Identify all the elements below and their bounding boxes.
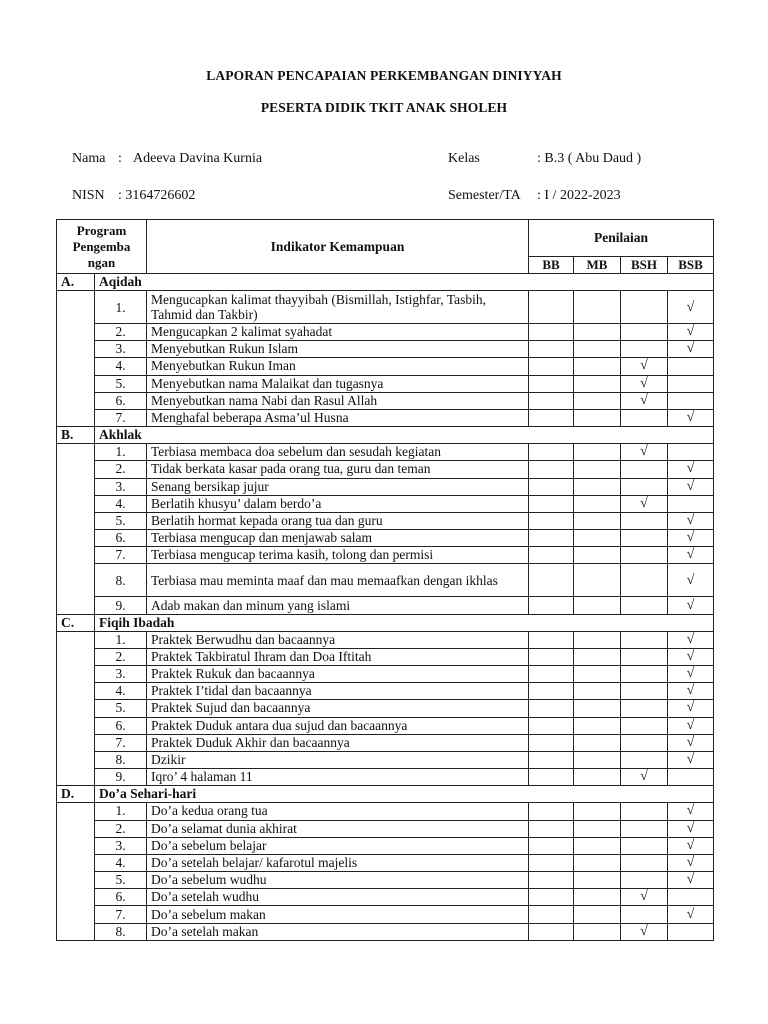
check-mark-icon: √ — [668, 547, 714, 564]
score-cell-bb — [529, 547, 574, 564]
score-cell-bsh — [621, 512, 668, 529]
header-level-mb: MB — [574, 257, 621, 274]
score-cell-mb — [574, 803, 621, 820]
indicator-number: 2. — [95, 648, 147, 665]
indicator-number: 5. — [95, 375, 147, 392]
score-cell-bb — [529, 734, 574, 751]
score-cell-bb — [529, 461, 574, 478]
indicator-number: 1. — [95, 803, 147, 820]
section-spacer-cell — [57, 444, 95, 615]
indicator-text: Menyebutkan Rukun Islam — [147, 341, 529, 358]
section-letter: D. — [57, 786, 95, 803]
score-cell-mb — [574, 734, 621, 751]
score-cell-bb — [529, 683, 574, 700]
indicator-row — [57, 837, 714, 854]
indicator-text: Senang bersikap jujur — [147, 478, 529, 495]
section-letter: A. — [57, 274, 95, 291]
score-cell-mb — [574, 889, 621, 906]
indicator-number: 4. — [95, 495, 147, 512]
score-cell-bsh — [621, 530, 668, 547]
header-level-bb: BB — [529, 257, 574, 274]
section-row — [57, 614, 714, 631]
indicator-number: 3. — [95, 341, 147, 358]
check-mark-icon: √ — [668, 648, 714, 665]
check-mark-icon: √ — [621, 889, 668, 906]
indicator-text: Menyebutkan Rukun Iman — [147, 358, 529, 375]
section-name: Do’a Sehari-hari — [95, 786, 714, 803]
check-mark-icon: √ — [668, 751, 714, 768]
indicator-text: Berlatih khusyu’ dalam berdo’a — [147, 495, 529, 512]
header-program: Program Pengemba ngan — [57, 220, 147, 274]
indicator-text: Terbiasa mengucap dan menjawab salam — [147, 530, 529, 547]
check-mark-icon: √ — [668, 512, 714, 529]
indicator-number: 5. — [95, 700, 147, 717]
score-cell-bsh — [621, 648, 668, 665]
indicator-row — [57, 478, 714, 495]
score-cell-bb — [529, 803, 574, 820]
score-cell-mb — [574, 666, 621, 683]
semester-label: Semester/TA — [448, 188, 521, 203]
indicator-number: 6. — [95, 392, 147, 409]
section-name: Akhlak — [95, 427, 714, 444]
score-cell-mb — [574, 461, 621, 478]
score-cell-mb — [574, 547, 621, 564]
indicator-number: 2. — [95, 820, 147, 837]
check-mark-icon: √ — [668, 854, 714, 871]
score-cell-bb — [529, 495, 574, 512]
indicator-row — [57, 666, 714, 683]
indicator-number: 1. — [95, 631, 147, 648]
check-mark-icon: √ — [668, 564, 714, 597]
section-letter: C. — [57, 614, 95, 631]
indicator-number: 1. — [95, 291, 147, 324]
indicator-text: Praktek Duduk antara dua sujud dan bacaannya — [147, 717, 529, 734]
indicator-row — [57, 461, 714, 478]
indicator-number: 7. — [95, 409, 147, 426]
indicator-row — [57, 717, 714, 734]
indicator-row — [57, 375, 714, 392]
check-mark-icon: √ — [668, 734, 714, 751]
score-cell-mb — [574, 854, 621, 871]
score-cell-bb — [529, 375, 574, 392]
indicator-number: 3. — [95, 666, 147, 683]
semester-value: : I / 2022-2023 — [537, 188, 621, 203]
indicator-number: 8. — [95, 564, 147, 597]
score-cell-bsb — [668, 392, 714, 409]
score-cell-mb — [574, 820, 621, 837]
indicator-text: Mengucapkan kalimat thayyibah (Bismillah, Istighfar, Tasbih, Tahmid dan Takbir) — [147, 291, 529, 324]
indicator-text: Praktek Sujud dan bacaannya — [147, 700, 529, 717]
score-cell-mb — [574, 409, 621, 426]
check-mark-icon: √ — [668, 478, 714, 495]
score-cell-mb — [574, 837, 621, 854]
score-cell-mb — [574, 495, 621, 512]
indicator-row — [57, 648, 714, 665]
score-cell-bsh — [621, 478, 668, 495]
section-name: Aqidah — [95, 274, 714, 291]
indicator-row — [57, 597, 714, 614]
indicator-row — [57, 564, 714, 597]
indicator-text: Do’a setelah makan — [147, 923, 529, 940]
report-title: LAPORAN PENCAPAIAN PERKEMBANGAN DINIYYAH — [206, 68, 562, 83]
score-cell-mb — [574, 923, 621, 940]
score-cell-mb — [574, 872, 621, 889]
indicator-text: Berlatih hormat kepada orang tua dan guru — [147, 512, 529, 529]
score-cell-bsb — [668, 358, 714, 375]
score-cell-bsh — [621, 547, 668, 564]
score-cell-bb — [529, 341, 574, 358]
indicator-text: Adab makan dan minum yang islami — [147, 597, 529, 614]
indicator-text: Mengucapkan 2 kalimat syahadat — [147, 324, 529, 341]
score-cell-bb — [529, 751, 574, 768]
score-cell-mb — [574, 769, 621, 786]
indicator-row — [57, 358, 714, 375]
indicator-text: Praktek Rukuk dan bacaannya — [147, 666, 529, 683]
indicator-row — [57, 906, 714, 923]
indicator-number: 3. — [95, 478, 147, 495]
indicator-row — [57, 803, 714, 820]
score-cell-bb — [529, 889, 574, 906]
check-mark-icon: √ — [621, 923, 668, 940]
indicator-text: Menyebutkan nama Malaikat dan tugasnya — [147, 375, 529, 392]
indicator-number: 9. — [95, 597, 147, 614]
indicator-row — [57, 734, 714, 751]
score-cell-mb — [574, 700, 621, 717]
score-cell-bsh — [621, 700, 668, 717]
indicator-text: Praktek Takbiratul Ihram dan Doa Iftitah — [147, 648, 529, 665]
indicator-row — [57, 444, 714, 461]
indicator-text: Do’a sebelum makan — [147, 906, 529, 923]
score-cell-bb — [529, 358, 574, 375]
score-cell-mb — [574, 478, 621, 495]
score-cell-mb — [574, 906, 621, 923]
indicator-number: 7. — [95, 734, 147, 751]
section-row — [57, 274, 714, 291]
score-cell-bb — [529, 717, 574, 734]
indicator-number: 7. — [95, 906, 147, 923]
indicator-row — [57, 700, 714, 717]
kelas-value: : B.3 ( Abu Daud ) — [537, 151, 642, 166]
kelas-label: Kelas — [448, 151, 480, 166]
indicator-row — [57, 547, 714, 564]
nisn-value: : 3164726602 — [118, 188, 196, 203]
check-mark-icon: √ — [668, 324, 714, 341]
score-cell-bb — [529, 666, 574, 683]
indicator-text: Terbiasa mengucap terima kasih, tolong dan permisi — [147, 547, 529, 564]
score-cell-bsh — [621, 854, 668, 871]
section-row — [57, 786, 714, 803]
header-penilaian: Penilaian — [529, 220, 714, 257]
indicator-text: Do’a sebelum belajar — [147, 837, 529, 854]
score-cell-bb — [529, 324, 574, 341]
indicator-row — [57, 631, 714, 648]
indicator-text: Do’a kedua orang tua — [147, 803, 529, 820]
score-cell-bsh — [621, 291, 668, 324]
score-cell-bsh — [621, 837, 668, 854]
score-cell-bb — [529, 444, 574, 461]
indicator-number: 6. — [95, 717, 147, 734]
indicator-number: 5. — [95, 512, 147, 529]
indicator-row — [57, 820, 714, 837]
score-cell-bb — [529, 530, 574, 547]
score-cell-bsh — [621, 324, 668, 341]
score-cell-bb — [529, 872, 574, 889]
header-level-bsb: BSB — [668, 257, 714, 274]
check-mark-icon: √ — [668, 803, 714, 820]
check-mark-icon: √ — [668, 717, 714, 734]
score-cell-bsh — [621, 717, 668, 734]
check-mark-icon: √ — [621, 495, 668, 512]
score-cell-bb — [529, 700, 574, 717]
score-cell-mb — [574, 530, 621, 547]
score-cell-mb — [574, 717, 621, 734]
indicator-text: Menyebutkan nama Nabi dan Rasul Allah — [147, 392, 529, 409]
score-cell-bb — [529, 854, 574, 871]
header-indikator: Indikator Kemampuan — [147, 220, 529, 274]
score-cell-bsh — [621, 461, 668, 478]
check-mark-icon: √ — [668, 341, 714, 358]
score-cell-bsh — [621, 597, 668, 614]
score-cell-bb — [529, 820, 574, 837]
score-cell-bsh — [621, 872, 668, 889]
score-cell-mb — [574, 375, 621, 392]
section-spacer-cell — [57, 803, 95, 941]
score-cell-bsh — [621, 803, 668, 820]
section-spacer-cell — [57, 291, 95, 427]
indicator-number: 6. — [95, 889, 147, 906]
check-mark-icon: √ — [668, 409, 714, 426]
indicator-number: 3. — [95, 837, 147, 854]
indicator-row — [57, 324, 714, 341]
score-cell-bb — [529, 906, 574, 923]
check-mark-icon: √ — [668, 666, 714, 683]
indicator-row — [57, 291, 714, 324]
assessment-body — [57, 274, 714, 941]
indicator-row — [57, 683, 714, 700]
indicator-row — [57, 341, 714, 358]
indicator-number: 8. — [95, 751, 147, 768]
score-cell-bsh — [621, 906, 668, 923]
score-cell-bb — [529, 923, 574, 940]
check-mark-icon: √ — [621, 392, 668, 409]
indicator-text: Iqro’ 4 halaman 11 — [147, 769, 529, 786]
indicator-text: Dzikir — [147, 751, 529, 768]
assessment-table — [56, 219, 714, 941]
check-mark-icon: √ — [668, 906, 714, 923]
score-cell-bsb — [668, 889, 714, 906]
indicator-number: 8. — [95, 923, 147, 940]
indicator-row — [57, 889, 714, 906]
score-cell-mb — [574, 358, 621, 375]
check-mark-icon: √ — [621, 769, 668, 786]
check-mark-icon: √ — [668, 700, 714, 717]
indicator-number: 4. — [95, 683, 147, 700]
score-cell-bb — [529, 597, 574, 614]
indicator-number: 9. — [95, 769, 147, 786]
nama-value: Adeeva Davina Kurnia — [133, 151, 263, 166]
nama-label: Nama — [72, 151, 106, 166]
check-mark-icon: √ — [621, 375, 668, 392]
header-level-bsh: BSH — [621, 257, 668, 274]
score-cell-bb — [529, 837, 574, 854]
indicator-row — [57, 530, 714, 547]
indicator-row — [57, 495, 714, 512]
check-mark-icon: √ — [668, 683, 714, 700]
indicator-row — [57, 512, 714, 529]
score-cell-mb — [574, 444, 621, 461]
score-cell-mb — [574, 597, 621, 614]
indicator-text: Do’a setelah wudhu — [147, 889, 529, 906]
score-cell-mb — [574, 648, 621, 665]
score-cell-bsb — [668, 444, 714, 461]
indicator-number: 7. — [95, 547, 147, 564]
check-mark-icon: √ — [621, 358, 668, 375]
score-cell-bsh — [621, 341, 668, 358]
score-cell-mb — [574, 631, 621, 648]
score-cell-bsh — [621, 820, 668, 837]
indicator-number: 1. — [95, 444, 147, 461]
indicator-number: 4. — [95, 358, 147, 375]
section-name: Fiqih Ibadah — [95, 614, 714, 631]
score-cell-mb — [574, 683, 621, 700]
score-cell-mb — [574, 324, 621, 341]
score-cell-bsh — [621, 683, 668, 700]
section-spacer-cell — [57, 631, 95, 786]
indicator-text: Praktek I’tidal dan bacaannya — [147, 683, 529, 700]
score-cell-bsh — [621, 564, 668, 597]
score-cell-mb — [574, 341, 621, 358]
score-cell-bb — [529, 478, 574, 495]
check-mark-icon: √ — [668, 631, 714, 648]
check-mark-icon: √ — [668, 291, 714, 324]
score-cell-bb — [529, 648, 574, 665]
score-cell-bsh — [621, 666, 668, 683]
score-cell-mb — [574, 751, 621, 768]
indicator-number: 6. — [95, 530, 147, 547]
indicator-text: Do’a setelah belajar/ kafarotul majelis — [147, 854, 529, 871]
score-cell-bsb — [668, 375, 714, 392]
score-cell-bb — [529, 564, 574, 597]
indicator-text: Praktek Duduk Akhir dan bacaannya — [147, 734, 529, 751]
score-cell-bsh — [621, 409, 668, 426]
check-mark-icon: √ — [668, 597, 714, 614]
indicator-row — [57, 769, 714, 786]
score-cell-bsb — [668, 923, 714, 940]
score-cell-bsh — [621, 751, 668, 768]
score-cell-bb — [529, 409, 574, 426]
score-cell-bb — [529, 631, 574, 648]
score-cell-bb — [529, 512, 574, 529]
indicator-text: Terbiasa mau meminta maaf dan mau memaafkan dengan ikhlas — [147, 564, 529, 597]
indicator-number: 2. — [95, 324, 147, 341]
section-letter: B. — [57, 427, 95, 444]
score-cell-bb — [529, 392, 574, 409]
indicator-text: Do’a selamat dunia akhirat — [147, 820, 529, 837]
section-row — [57, 427, 714, 444]
indicator-row — [57, 751, 714, 768]
indicator-number: 2. — [95, 461, 147, 478]
indicator-text: Do’a sebelum wudhu — [147, 872, 529, 889]
score-cell-bb — [529, 769, 574, 786]
check-mark-icon: √ — [668, 820, 714, 837]
indicator-number: 4. — [95, 854, 147, 871]
score-cell-bb — [529, 291, 574, 324]
score-cell-bsh — [621, 734, 668, 751]
score-cell-mb — [574, 291, 621, 324]
indicator-row — [57, 854, 714, 871]
score-cell-mb — [574, 564, 621, 597]
check-mark-icon: √ — [668, 530, 714, 547]
check-mark-icon: √ — [668, 872, 714, 889]
score-cell-bsb — [668, 769, 714, 786]
nama-separator: : — [118, 151, 122, 166]
score-cell-mb — [574, 392, 621, 409]
check-mark-icon: √ — [668, 837, 714, 854]
indicator-text: Menghafal beberapa Asma’ul Husna — [147, 409, 529, 426]
indicator-text: Praktek Berwudhu dan bacaannya — [147, 631, 529, 648]
indicator-text: Terbiasa membaca doa sebelum dan sesudah kegiatan — [147, 444, 529, 461]
indicator-row — [57, 923, 714, 940]
report-subtitle: PESERTA DIDIK TKIT ANAK SHOLEH — [260, 100, 508, 115]
score-cell-mb — [574, 512, 621, 529]
indicator-number: 5. — [95, 872, 147, 889]
check-mark-icon: √ — [621, 444, 668, 461]
indicator-row — [57, 392, 714, 409]
score-cell-bsb — [668, 495, 714, 512]
check-mark-icon: √ — [668, 461, 714, 478]
indicator-text: Tidak berkata kasar pada orang tua, guru dan teman — [147, 461, 529, 478]
score-cell-bsh — [621, 631, 668, 648]
indicator-row — [57, 409, 714, 426]
nisn-label: NISN — [72, 188, 105, 203]
indicator-row — [57, 872, 714, 889]
